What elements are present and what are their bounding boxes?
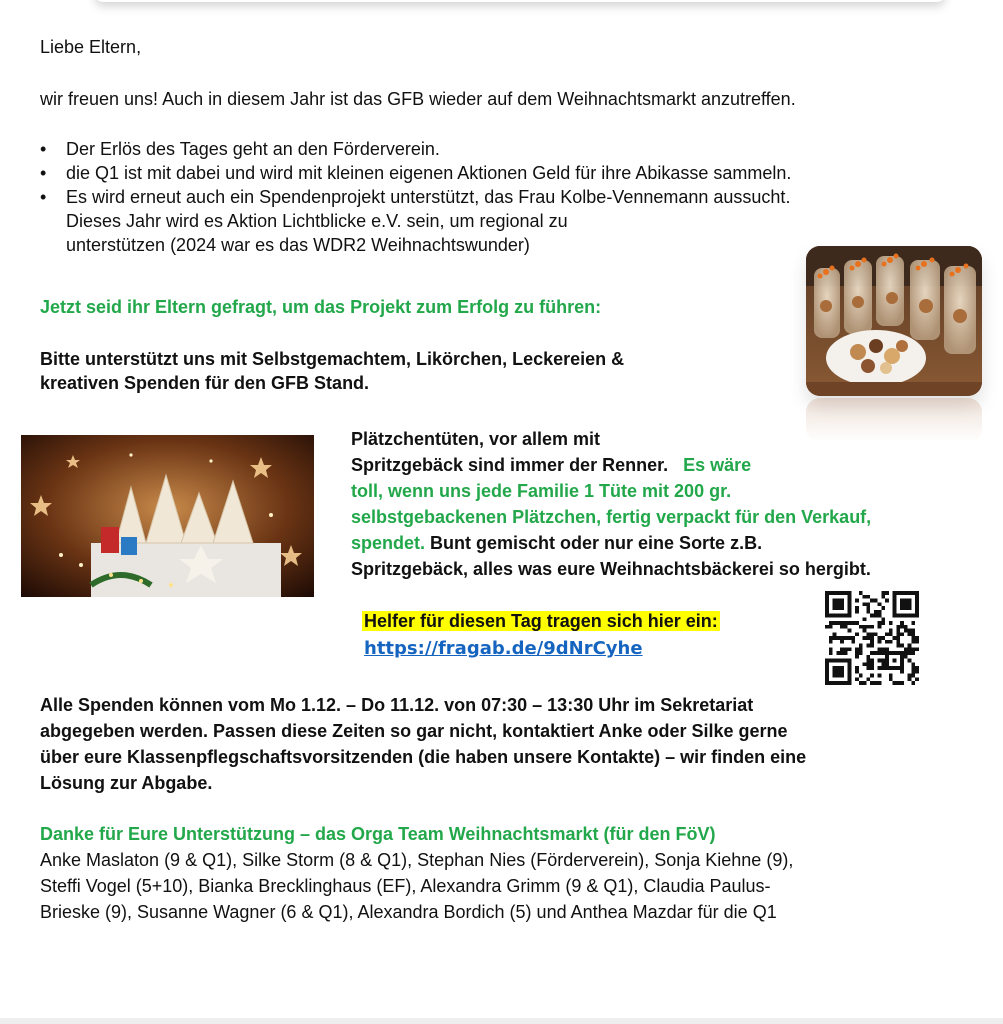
dropoff-text-line: über eure Klassenpflegschaftsvorsitzenden (die haben unsere Kontakte) – wir finden eine [40,747,807,767]
helpers-link-line [364,636,643,661]
cookie-bags-photo [806,246,982,396]
cookie-paragraph-line: Spritzgebäck, alles was eure Weihnachtsbäckerei so hergibt. [351,559,871,579]
info-bullet-list [40,137,791,257]
team-list-line: Brieske (9), Susanne Wagner (6 & Q1), Alexandra Bordich (5) und Anthea Mazdar für die Q1 [40,902,777,922]
dropoff-text-line: Alle Spenden können vom Mo 1.12. – Do 11.12. von 07:30 – 13:30 Uhr im Sekretariat [40,695,754,715]
dropoff-text-line: Lösung zur Abgabe. [40,773,213,793]
cookie-text-green: spendet. [351,533,426,553]
bullet-item [40,161,791,185]
thanks-heading: Danke für Eure Unterstützung – das Orga Team Weihnachtsmarkt (für den FöV) [40,824,716,844]
bullet-item [40,185,791,257]
signup-link[interactable]: https://fragab.de/9dNrCyhe [364,638,643,659]
bullet-text: Der Erlös des Tages geht an den Förderverein. [66,139,440,159]
qr-code-icon[interactable] [825,591,919,685]
helpers-highlight: Helfer für diesen Tag tragen sich hier ein: [364,611,718,631]
bullet-point-icon: • [40,187,47,207]
market-stand-photo [21,435,314,597]
cookie-paragraph-line: toll, wenn uns jede Familie 1 Tüte mit 200 gr. [351,481,732,501]
cookie-paragraph-line: Plätzchentüten, vor allem mit [351,429,601,449]
cookie-text-black: Bunt gemischt oder nur eine Sorte z.B. [430,533,763,553]
bullet-text: Es wird erneut auch ein Spendenprojekt unterstützt, das Frau Kolbe-Vennemann aussucht. [66,187,791,207]
cookie-text-green: Es wäre [683,455,752,475]
bullet-item [40,137,791,161]
team-list-line: Anke Maslaton (9 & Q1), Silke Storm (8 & Q1), Stephan Nies (Förderverein), Sonja Kiehne (9), [40,850,794,870]
photo-reflection [806,398,982,442]
bullet-point-icon: • [40,139,47,159]
request-text-line: Bitte unterstützt uns mit Selbstgemachtem, Likörchen, Leckereien & [40,349,625,369]
bullet-text: unterstützen (2024 war es das WDR2 Weihnachtswunder) [66,235,530,255]
team-list-line: Steffi Vogel (5+10), Bianka Brecklinghaus (EF), Alexandra Grimm (9 & Q1), Claudia Paulus- [40,876,771,896]
greeting: Liebe Eltern, [40,37,142,57]
bullet-text: Dieses Jahr wird es Aktion Lichtblicke e.V. sein, um regional zu [66,211,568,231]
top-page-edge [95,0,945,2]
bottom-edge [0,1018,1003,1024]
cookie-paragraph-line [351,453,751,477]
cookie-text-black: Spritzgebäck sind immer der Renner. [351,455,669,475]
bullet-text: die Q1 ist mit dabei und wird mit kleinen eigenen Aktionen Geld für ihre Abikasse sammeln. [66,163,792,183]
cookie-paragraph-line: selbstgebackenen Plätzchen, fertig verpackt für den Verkauf, [351,507,872,527]
dropoff-text-line: abgegeben werden. Passen diese Zeiten so gar nicht, kontaktiert Anke oder Silke gerne [40,721,788,741]
intro-text: wir freuen uns! Auch in diesem Jahr ist das GFB wieder auf dem Weihnachtsmarkt anzutreffen. [40,89,796,109]
cookie-paragraph-line [351,531,762,555]
call-to-action-heading: Jetzt seid ihr Eltern gefragt, um das Projekt zum Erfolg zu führen: [40,297,602,317]
request-text-line: kreativen Spenden für den GFB Stand. [40,373,370,393]
bullet-point-icon: • [40,163,47,183]
helpers-label [362,609,720,633]
